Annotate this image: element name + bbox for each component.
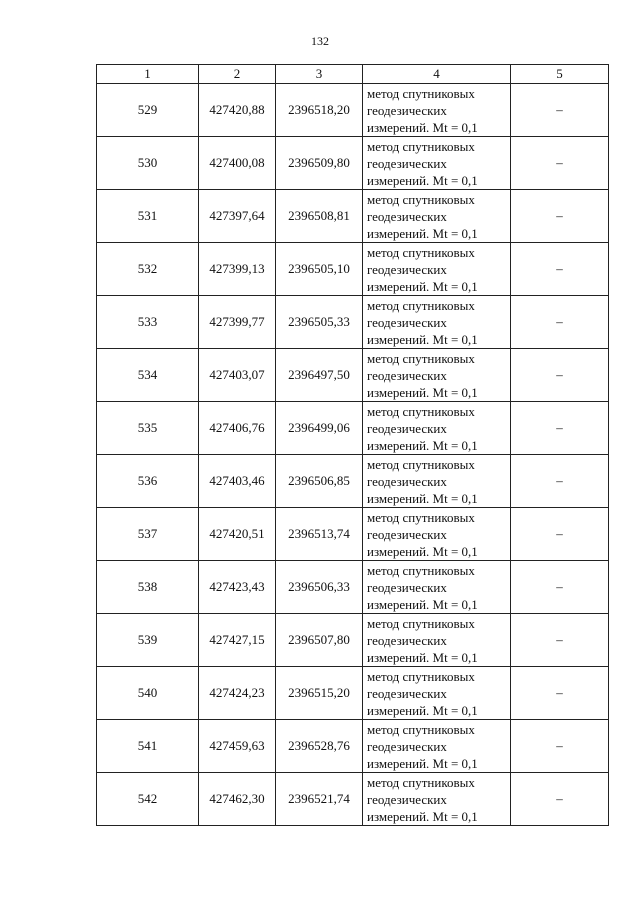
point-number-cell: 533: [97, 296, 199, 349]
method-cell: [363, 190, 511, 243]
table-row: [97, 243, 609, 296]
y-coordinate-cell: 2396515,20: [276, 667, 363, 720]
x-coordinate-cell: 427420,51: [199, 508, 276, 561]
method-cell: [363, 243, 511, 296]
point-number-cell: 535: [97, 402, 199, 455]
method-text-line: измерений. Mt = 0,1: [367, 331, 478, 347]
y-coordinate-cell: 2396506,33: [276, 561, 363, 614]
table-row: [97, 402, 609, 455]
method-text-line: метод спутниковых: [367, 350, 475, 366]
y-coordinate-cell: 2396499,06: [276, 402, 363, 455]
x-coordinate-cell: 427400,08: [199, 137, 276, 190]
method-text-line: геодезических: [367, 261, 447, 277]
coordinates-table: [96, 64, 609, 826]
method-text-line: метод спутниковых: [367, 774, 475, 790]
table-row: [97, 455, 609, 508]
point-number-cell: 530: [97, 137, 199, 190]
method-text-line: метод спутниковых: [367, 191, 475, 207]
table-row: [97, 349, 609, 402]
column-5-cell: –: [511, 84, 609, 137]
method-text-line: измерений. Mt = 0,1: [367, 225, 478, 241]
table-row: [97, 296, 609, 349]
point-number-cell: 541: [97, 720, 199, 773]
x-coordinate-cell: 427399,77: [199, 296, 276, 349]
method-text-line: геодезических: [367, 632, 447, 648]
method-text-line: метод спутниковых: [367, 456, 475, 472]
method-cell: [363, 508, 511, 561]
method-text-line: геодезических: [367, 685, 447, 701]
table-header-row: [97, 65, 609, 84]
table-row: [97, 561, 609, 614]
method-text-line: метод спутниковых: [367, 509, 475, 525]
method-text-line: измерений. Mt = 0,1: [367, 755, 478, 771]
method-text-line: метод спутниковых: [367, 562, 475, 578]
method-text-line: геодезических: [367, 738, 447, 754]
method-cell: [363, 667, 511, 720]
column-5-cell: –: [511, 561, 609, 614]
x-coordinate-cell: 427399,13: [199, 243, 276, 296]
y-coordinate-cell: 2396505,33: [276, 296, 363, 349]
y-coordinate-cell: 2396528,76: [276, 720, 363, 773]
method-text-line: геодезических: [367, 420, 447, 436]
method-text-line: геодезических: [367, 208, 447, 224]
column-5-cell: –: [511, 455, 609, 508]
method-text-line: геодезических: [367, 473, 447, 489]
method-cell: [363, 84, 511, 137]
table-row: [97, 84, 609, 137]
method-text-line: геодезических: [367, 367, 447, 383]
point-number-cell: 536: [97, 455, 199, 508]
point-number-cell: 540: [97, 667, 199, 720]
method-text-line: измерений. Mt = 0,1: [367, 437, 478, 453]
x-coordinate-cell: 427424,23: [199, 667, 276, 720]
table-row: [97, 667, 609, 720]
column-5-cell: –: [511, 402, 609, 455]
y-coordinate-cell: 2396506,85: [276, 455, 363, 508]
method-cell: [363, 349, 511, 402]
method-text-line: измерений. Mt = 0,1: [367, 596, 478, 612]
y-coordinate-cell: 2396513,74: [276, 508, 363, 561]
method-text-line: метод спутниковых: [367, 721, 475, 737]
column-5-cell: –: [511, 667, 609, 720]
point-number-cell: 539: [97, 614, 199, 667]
method-cell: [363, 561, 511, 614]
column-5-cell: –: [511, 773, 609, 826]
point-number-cell: 542: [97, 773, 199, 826]
table-row: [97, 614, 609, 667]
column-5-cell: –: [511, 720, 609, 773]
point-number-cell: 529: [97, 84, 199, 137]
column-5-cell: –: [511, 137, 609, 190]
header-col-2: 2: [199, 65, 276, 84]
method-cell: [363, 720, 511, 773]
point-number-cell: 538: [97, 561, 199, 614]
x-coordinate-cell: 427403,07: [199, 349, 276, 402]
method-text-line: измерений. Mt = 0,1: [367, 172, 478, 188]
x-coordinate-cell: 427427,15: [199, 614, 276, 667]
method-text-line: метод спутниковых: [367, 85, 475, 101]
method-text-line: метод спутниковых: [367, 297, 475, 313]
table-row: [97, 137, 609, 190]
table-body: [97, 84, 609, 826]
column-5-cell: –: [511, 190, 609, 243]
x-coordinate-cell: 427406,76: [199, 402, 276, 455]
y-coordinate-cell: 2396505,10: [276, 243, 363, 296]
column-5-cell: –: [511, 349, 609, 402]
method-text-line: метод спутниковых: [367, 244, 475, 260]
method-cell: [363, 296, 511, 349]
method-cell: [363, 137, 511, 190]
point-number-cell: 537: [97, 508, 199, 561]
point-number-cell: 532: [97, 243, 199, 296]
y-coordinate-cell: 2396497,50: [276, 349, 363, 402]
x-coordinate-cell: 427462,30: [199, 773, 276, 826]
page-number: 132: [311, 34, 329, 48]
method-text-line: метод спутниковых: [367, 403, 475, 419]
column-5-cell: –: [511, 296, 609, 349]
method-text-line: измерений. Mt = 0,1: [367, 543, 478, 559]
method-text-line: геодезических: [367, 579, 447, 595]
method-text-line: геодезических: [367, 102, 447, 118]
point-number-cell: 534: [97, 349, 199, 402]
column-5-cell: –: [511, 243, 609, 296]
table-row: [97, 720, 609, 773]
method-text-line: геодезических: [367, 155, 447, 171]
x-coordinate-cell: 427403,46: [199, 455, 276, 508]
method-text-line: метод спутниковых: [367, 668, 475, 684]
table-row: [97, 508, 609, 561]
method-text-line: геодезических: [367, 314, 447, 330]
method-text-line: измерений. Mt = 0,1: [367, 808, 478, 824]
method-text-line: измерений. Mt = 0,1: [367, 702, 478, 718]
x-coordinate-cell: 427420,88: [199, 84, 276, 137]
column-5-cell: –: [511, 508, 609, 561]
y-coordinate-cell: 2396508,81: [276, 190, 363, 243]
y-coordinate-cell: 2396521,74: [276, 773, 363, 826]
method-text-line: измерений. Mt = 0,1: [367, 490, 478, 506]
method-cell: [363, 773, 511, 826]
method-cell: [363, 402, 511, 455]
column-5-cell: –: [511, 614, 609, 667]
x-coordinate-cell: 427423,43: [199, 561, 276, 614]
method-text-line: метод спутниковых: [367, 615, 475, 631]
table-row: [97, 190, 609, 243]
header-col-4: 4: [363, 65, 511, 84]
x-coordinate-cell: 427459,63: [199, 720, 276, 773]
y-coordinate-cell: 2396509,80: [276, 137, 363, 190]
method-text-line: измерений. Mt = 0,1: [367, 119, 478, 135]
method-text-line: измерений. Mt = 0,1: [367, 278, 478, 294]
method-text-line: геодезических: [367, 791, 447, 807]
table-row: [97, 773, 609, 826]
y-coordinate-cell: 2396518,20: [276, 84, 363, 137]
method-text-line: метод спутниковых: [367, 138, 475, 154]
method-text-line: геодезических: [367, 526, 447, 542]
x-coordinate-cell: 427397,64: [199, 190, 276, 243]
method-cell: [363, 455, 511, 508]
method-text-line: измерений. Mt = 0,1: [367, 384, 478, 400]
point-number-cell: 531: [97, 190, 199, 243]
y-coordinate-cell: 2396507,80: [276, 614, 363, 667]
header-col-5: 5: [511, 65, 609, 84]
method-text-line: измерений. Mt = 0,1: [367, 649, 478, 665]
method-cell: [363, 614, 511, 667]
header-col-1: 1: [97, 65, 199, 84]
header-col-3: 3: [276, 65, 363, 84]
